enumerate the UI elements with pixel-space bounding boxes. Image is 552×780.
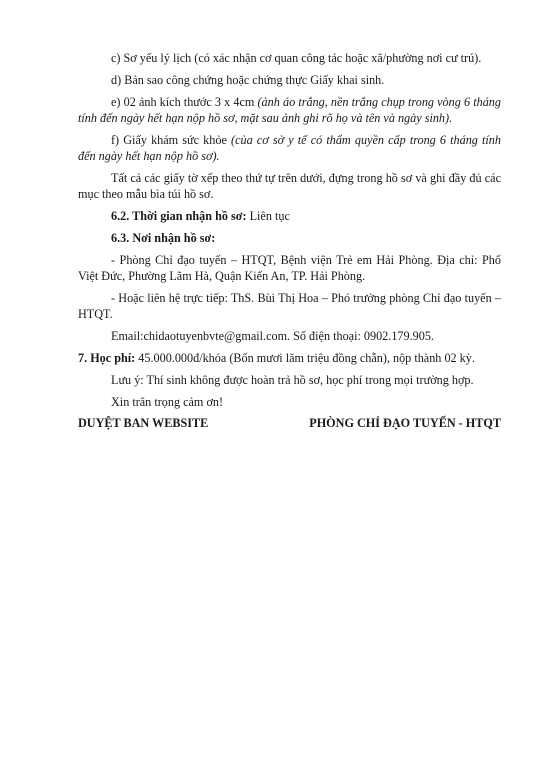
- note-paragraph: Lưu ý: Thí sinh không được hoàn trả hồ sơ, học phí trong mọi trường hợp.: [111, 373, 474, 387]
- thanks-paragraph: Xin trân trọng cảm ơn!: [111, 395, 224, 409]
- item-e: [78, 94, 501, 126]
- item-f-main: f) Giấy khám sức khỏe: [111, 133, 232, 147]
- section-6-2-value: Liên tục: [246, 209, 290, 223]
- all-docs-paragraph: Tất cả các giấy tờ xếp theo thứ tự trên dưới, đựng trong hồ sơ và ghi đầy đủ các mục theo mẫu bìa túi hồ sơ.: [78, 171, 501, 201]
- section-6-3-email-phone: Email:chidaotuyenbvte@gmail.com. Số điện thoại: 0902.179.905.: [111, 329, 434, 343]
- section-6-3-contact: - Hoặc liên hệ trực tiếp: ThS. Bùi Thị Hoa – Phó trưởng phòng Chỉ đạo tuyến – HTQT.: [78, 291, 501, 321]
- item-e-note: (ảnh áo trắng, nền trắng chụp trong vòng 6 tháng tính đến ngày hết hạn nộp hồ sơ, mặt sau ảnh ghi rõ họ và tên và ngày sinh).: [78, 95, 501, 125]
- item-c: c) Sơ yếu lý lịch (có xác nhận cơ quan công tác hoặc xã/phường nơi cư trú).: [111, 51, 482, 65]
- section-7: [78, 350, 501, 366]
- section-7-heading: 7. Học phí:: [78, 351, 136, 365]
- document-body: [78, 50, 501, 416]
- section-7-value: 45.000.000đ/khóa (Bốn mươi lăm triệu đồng chẵn), nộp thành 02 kỳ.: [135, 351, 475, 365]
- section-6-2: [78, 208, 501, 224]
- item-d: d) Bản sao công chứng hoặc chứng thực Giấy khai sinh.: [111, 73, 385, 87]
- signature-left: DUYỆT BAN WEBSITE: [78, 416, 209, 430]
- section-6-2-heading: 6.2. Thời gian nhận hồ sơ:: [111, 209, 247, 223]
- section-6-3-place: - Phòng Chỉ đạo tuyến – HTQT, Bệnh viện Trẻ em Hải Phòng. Địa chỉ: Phố Việt Đức, Phường Lãm Hà, Quận Kiến An, TP. Hải Phòng.: [78, 253, 501, 283]
- item-f: [78, 132, 501, 164]
- item-f-note: (của cơ sở y tế có thẩm quyền cấp trong 6 tháng tính đến ngày hết hạn nộp hồ sơ).: [78, 133, 501, 163]
- signature-right: PHÒNG CHỈ ĐẠO TUYẾN - HTQT: [309, 416, 501, 430]
- section-6-3-heading: 6.3. Nơi nhận hồ sơ:: [111, 231, 216, 245]
- item-e-main: e) 02 ảnh kích thước 3 x 4cm: [111, 95, 258, 109]
